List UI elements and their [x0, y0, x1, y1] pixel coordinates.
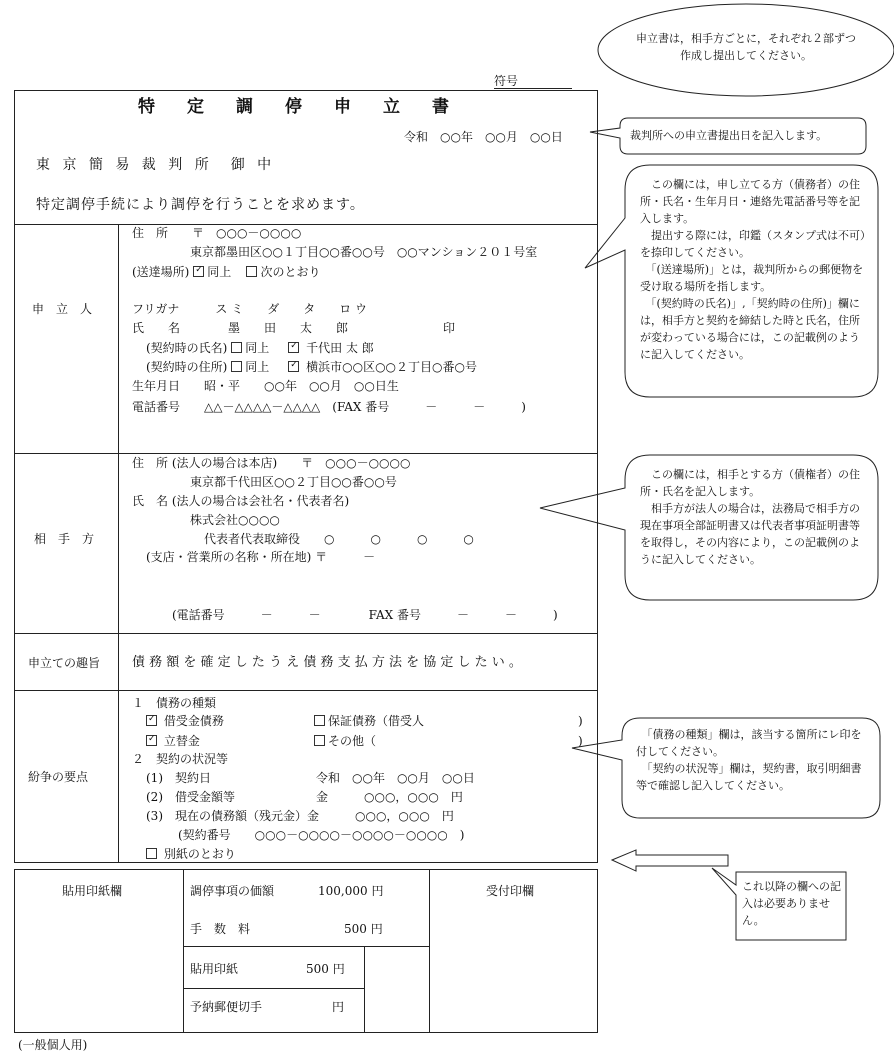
callout-respondent-text: この欄には，相手とする方（債権者）の住所・氏名を記入します。 相手方が法人の場合は，法務局で相手方の現在事項全部証明書又は代表者事項証明書等を取得し，その内容により，この記載例のように記入してください。 — [640, 468, 860, 566]
hollow-arrow-left — [612, 850, 728, 871]
loan-checkbox[interactable] — [146, 715, 157, 726]
applicant-address: 東京都墨田区○○１丁目○○番○○号 ○○マンション２０１号室 — [190, 245, 538, 259]
received-stamp-label: 受付印欄 — [486, 884, 535, 898]
applicant-section-label: 申 立 人 — [32, 302, 93, 316]
respondent-section-label: 相 手 方 — [34, 532, 95, 546]
separate-label: 別紙のとおり — [163, 847, 236, 861]
contract-address-row — [146, 360, 477, 374]
contract-date-value: 令和 ○○年 ○○月 ○○日 — [316, 771, 475, 785]
debt-type-row2 — [146, 734, 200, 748]
loan-label: 借受金債務 — [163, 714, 224, 728]
delivery-label: (送達場所) — [132, 265, 190, 279]
fee-amount: 500 円 — [344, 922, 383, 936]
contract-name-other-checkbox[interactable] — [288, 342, 299, 353]
other-label: その他（ — [328, 734, 377, 748]
callout-dispute-text: 「債務の種類」欄は，該当する箇所にレ印を付してください。 「契約の状況等」欄は，契約書，取引明細書等で確認し記入してください。 — [636, 728, 862, 792]
delivery-other-checkbox[interactable] — [246, 266, 257, 277]
callout-applicant-text: この欄には，申し立てる方（債務者）の住所・氏名・生年月日・連絡先電話番号等を記入します。 提出する際には，印鑑（スタンプ式は不可）を捺印してください。 「(送達場所)」とは，裁判所からの郵便物を受け取る場所を指します。 「(契約時の氏名)」,「契約時の住所)」欄には，相手方と契約を締結した時と氏名，住所が変わっている場合には，この記載例のように記入してください。 — [640, 178, 866, 361]
postage-label: 予納郵便切手 — [190, 1000, 263, 1014]
date-of-birth: 生年月日 昭・平 ○○年 ○○月 ○○日生 — [132, 379, 399, 393]
purpose-label: 申立ての趣旨 — [28, 656, 101, 670]
debt-type-heading: １ 債務の種類 — [132, 696, 217, 710]
delivery-same-checkbox[interactable] — [193, 266, 204, 277]
contract-name-same-checkbox[interactable] — [231, 342, 242, 353]
applicant-address-label: 住 所 〒 ○○○－○○○○ — [132, 226, 302, 240]
fugo-underline — [494, 88, 572, 89]
separate-checkbox[interactable] — [146, 848, 157, 859]
form-title: 特定調停申立書 — [138, 97, 481, 117]
callout-date-text: 裁判所への申立書提出日を記入します。 — [630, 129, 828, 142]
contract-name-row — [146, 341, 374, 355]
footer-note: (一般個人用) — [18, 1038, 88, 1052]
other-close: ) — [578, 734, 583, 748]
contract-address-other-checkbox[interactable] — [288, 361, 299, 372]
respondent-representative: 代表者代表取締役 ○ ○ ○ ○ — [204, 532, 474, 546]
respondent-phone: (電話番号 － － FAX 番号 － － ) — [172, 608, 558, 622]
seal-mark: 印 — [443, 321, 456, 335]
callout-top-text: 申立書は，相手方ごとに，それぞれ２部ずつ作成し提出してください。 — [636, 32, 856, 62]
separate-row — [146, 847, 236, 861]
contract-name-same-label: 同上 — [245, 341, 270, 355]
value-label: 調停事項の価額 — [190, 884, 275, 898]
value-amount: 100,000 円 — [318, 884, 384, 898]
stamp-area-label: 貼用印紙欄 — [62, 884, 123, 898]
respondent-name-label: 氏 名 (法人の場合は会社名・代表者名) — [132, 494, 350, 508]
contract-address-same-checkbox[interactable] — [231, 361, 242, 372]
advance-checkbox[interactable] — [146, 735, 157, 746]
respondent-company: 株式会社○○○○ — [190, 513, 280, 527]
request-line: 特定調停手続により調停を行うことを求めます。 — [36, 197, 365, 213]
applicant-phone: 電話番号 △△－△△△△－△△△△ (FAX 番号 － － ) — [132, 400, 526, 414]
court-name: 東 京 簡 易 裁 判 所 御 中 — [36, 157, 276, 173]
contract-name-label: (契約時の氏名) — [146, 341, 228, 355]
contract-date-label: (1) 契約日 — [146, 771, 211, 785]
fugo-label: 符号 — [494, 74, 519, 88]
guarantee-row — [314, 714, 424, 728]
loan-amount-label: (2) 借受金額等 — [146, 790, 235, 804]
guarantee-label: 保証債務（借受人 — [328, 714, 425, 728]
respondent-address-label: 住 所 (法人の場合は本店) 〒 ○○○－○○○○ — [132, 456, 411, 470]
current-debt: (3) 現在の債務額（残元金）金 ○○○，○○○ 円 — [146, 809, 454, 823]
delivery-row — [132, 265, 321, 279]
postage-amount: 円 — [332, 1000, 345, 1014]
contract-number: (契約番号 ○○○－○○○○－○○○○－○○○○ ) — [178, 828, 465, 842]
callout-arrow-note-text: これ以降の欄への記入は必要ありません。 — [742, 880, 841, 927]
date-line: 令和 ○○年 ○○月 ○○日 — [404, 130, 563, 144]
furigana: フリガナ ス ミ ダ タ ロ ウ — [132, 302, 368, 316]
purpose-text: 債 務 額 を 確 定 し た う え 債 務 支 払 方 法 を 協 定 し た い 。 — [132, 655, 522, 670]
other-row — [314, 734, 376, 748]
stamp-label: 貼用印紙 — [190, 962, 239, 976]
guarantee-close: ) — [578, 714, 583, 728]
guarantee-checkbox[interactable] — [314, 715, 325, 726]
respondent-address: 東京都千代田区○○２丁目○○番○○号 — [190, 475, 397, 489]
applicant-name: 氏 名 墨 田 太 郎 — [132, 321, 349, 335]
loan-amount-value: 金 ○○○，○○○ 円 — [316, 790, 463, 804]
contract-status-heading: ２ 契約の状況等 — [132, 752, 229, 766]
debt-type-row1 — [146, 714, 224, 728]
contract-address-value: 横浜市○○区○○２丁目○番○号 — [306, 360, 477, 374]
dispute-label: 紛争の要点 — [28, 770, 89, 784]
contract-address-same-label: 同上 — [245, 360, 270, 374]
contract-address-label: (契約時の住所) — [146, 360, 228, 374]
fee-label: 手 数 料 — [190, 922, 251, 936]
contract-name-value: 千代田 太 郎 — [306, 341, 374, 355]
advance-label: 立替金 — [163, 734, 200, 748]
delivery-same-label: 同上 — [207, 265, 232, 279]
respondent-branch: (支店・営業所の名称・所在地) 〒 － — [146, 550, 376, 564]
delivery-other-label: 次のとおり — [260, 265, 321, 279]
other-checkbox[interactable] — [314, 735, 325, 746]
stamp-amount: 500 円 — [306, 962, 345, 976]
